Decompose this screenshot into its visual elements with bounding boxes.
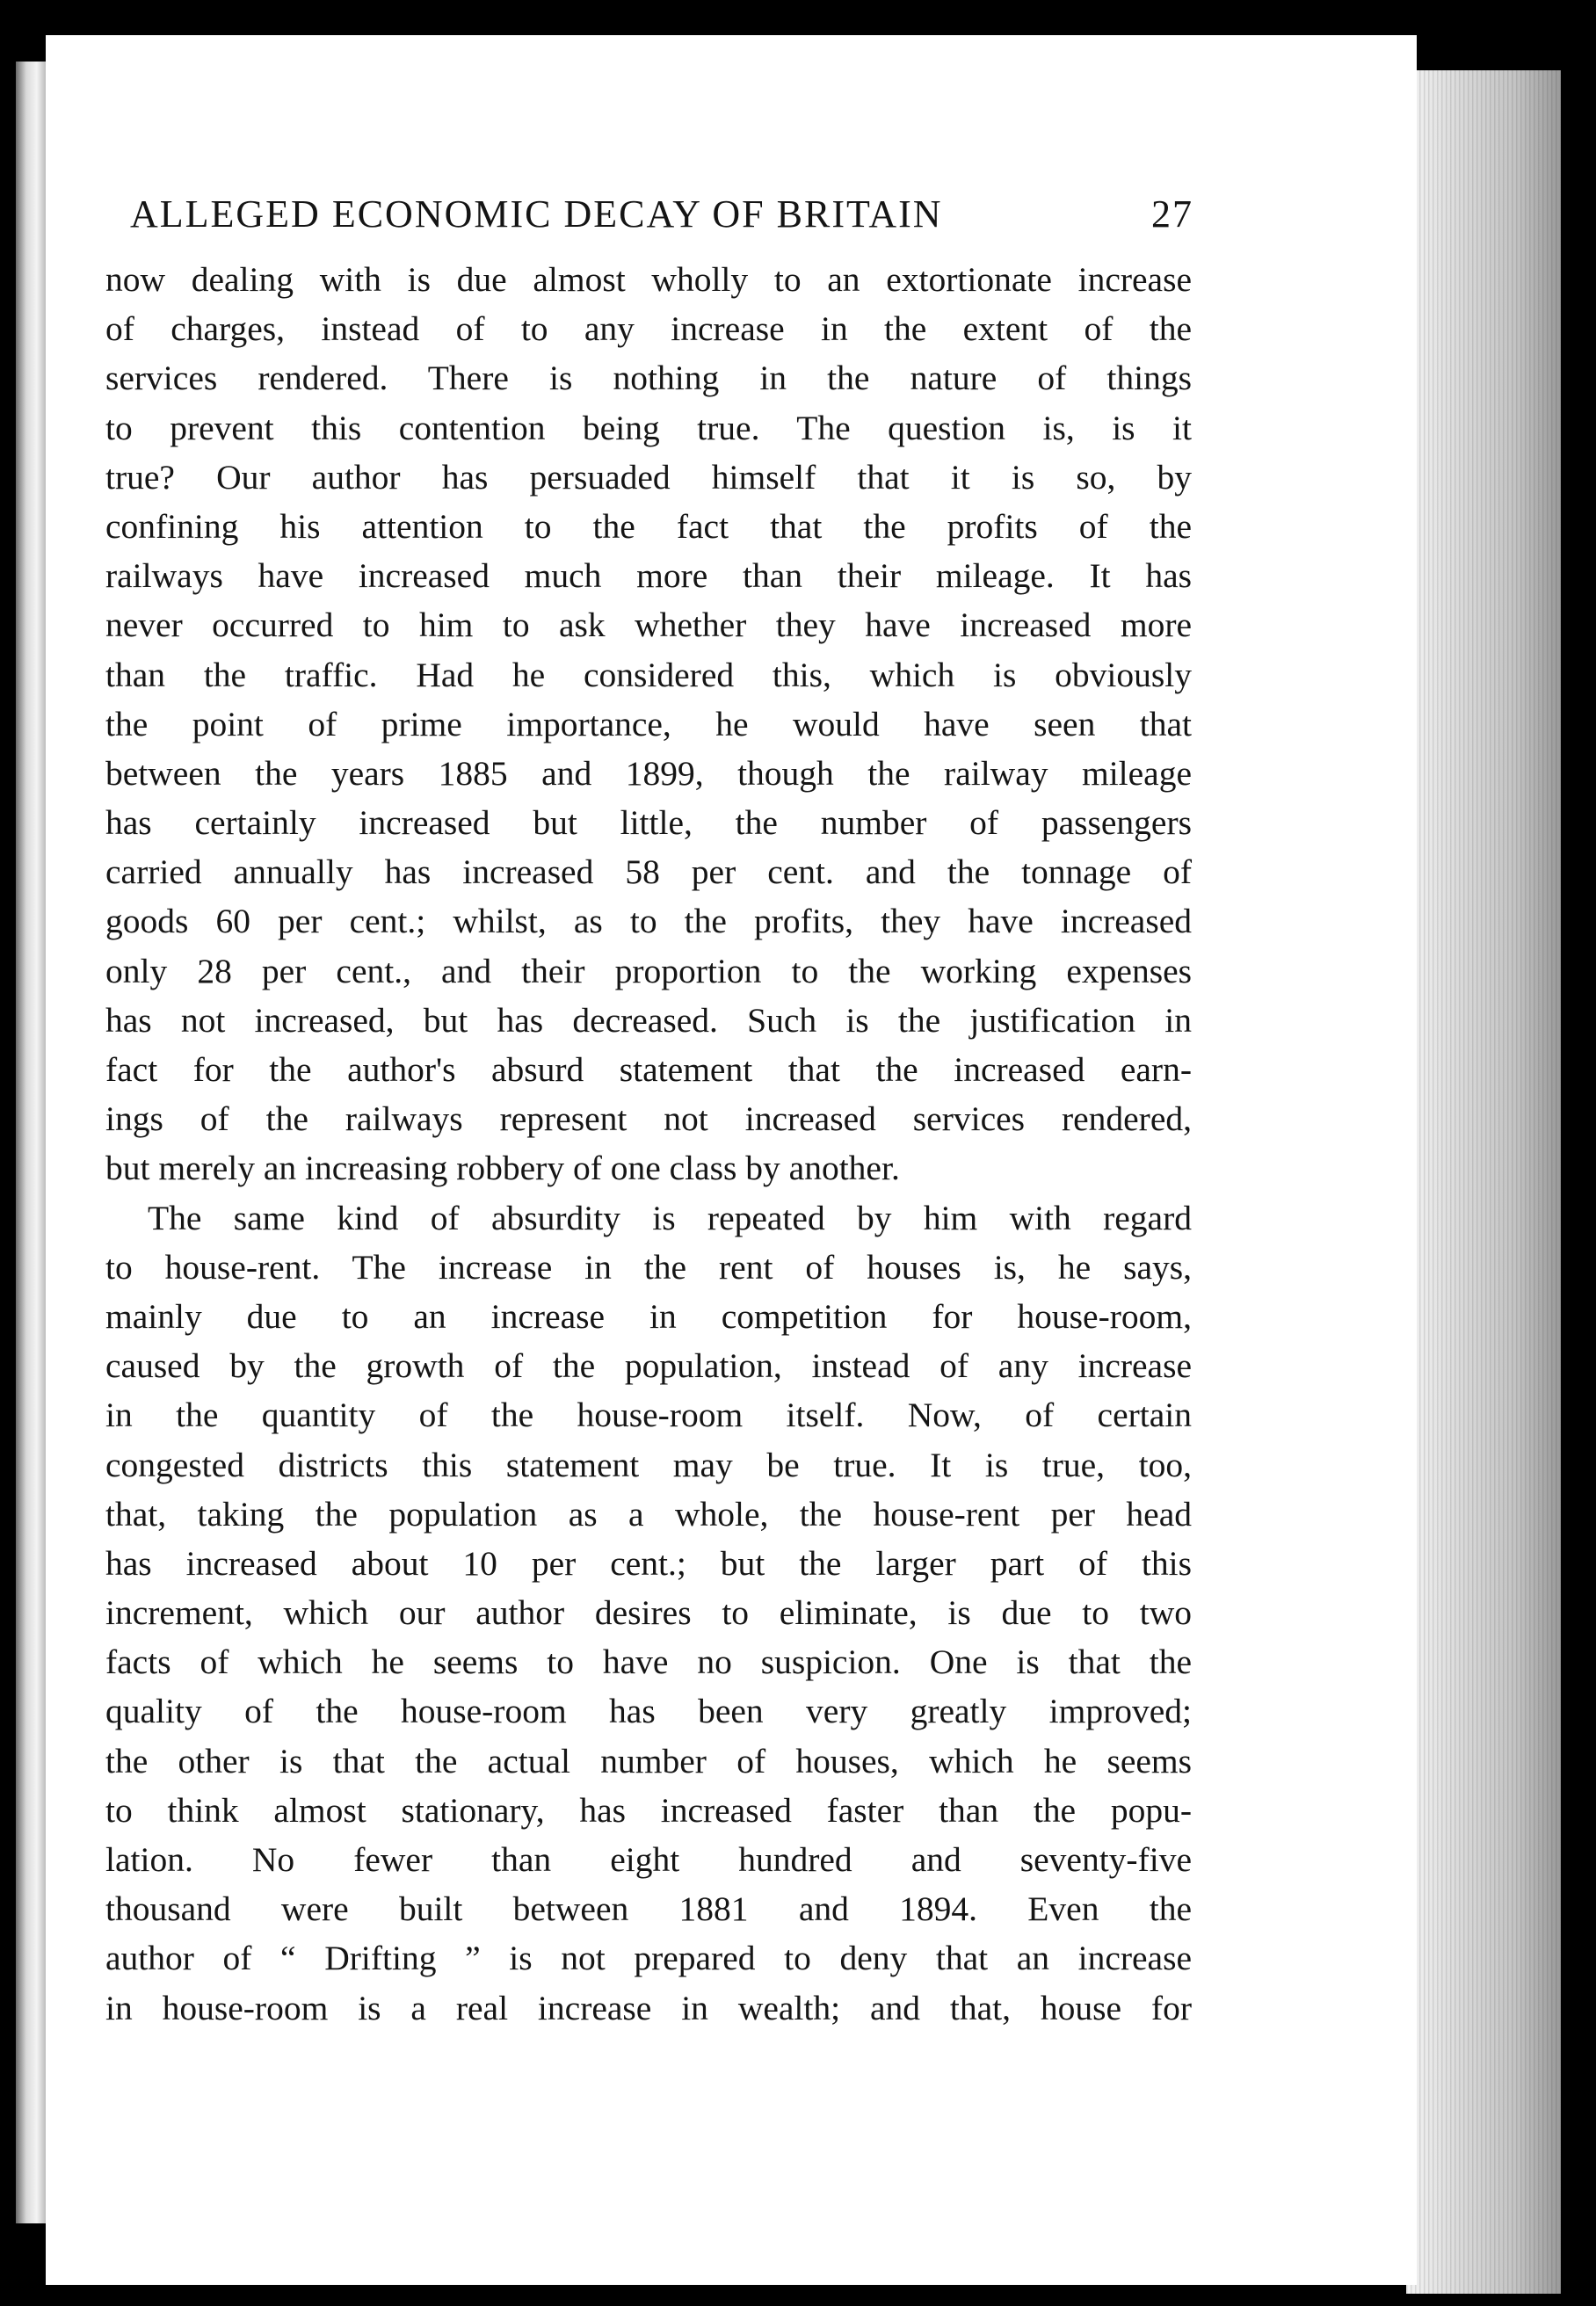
running-head — [130, 192, 1193, 236]
text-line: to prevent this contention being true. The question is, is it — [105, 408, 1192, 447]
text-line: carried annually has increased 58 per cent. and the tonnage of — [105, 852, 1192, 892]
text-line: The same kind of absurdity is repeated by him with regard — [148, 1198, 1192, 1237]
text-line: has not increased, but has decreased. Such is the justification in — [105, 1000, 1192, 1040]
text-line: ings of the railways represent not increased services rendered, — [105, 1099, 1192, 1139]
text-line: the other is that the actual number of houses, which he seems — [105, 1741, 1192, 1780]
page-edges-stack — [1406, 70, 1561, 2294]
text-line: caused by the growth of the population, instead of any increase — [105, 1346, 1192, 1386]
text-line: now dealing with is due almost wholly to an extortionate increase — [105, 260, 1192, 299]
text-line: fact for the author's absurd statement that the increased earn- — [105, 1050, 1192, 1089]
text-line: in house-room is a real increase in wealth; and that, house for — [105, 1988, 1192, 2027]
text-line: services rendered. There is nothing in the nature of things — [105, 359, 1192, 398]
text-line: to house-rent. The increase in the rent of houses is, he says, — [105, 1247, 1192, 1287]
text-line: railways have increased much more than their mileage. It has — [105, 556, 1192, 596]
running-head-title: ALLEGED ECONOMIC DECAY OF BRITAIN — [130, 192, 943, 236]
text-line: increment, which our author desires to eliminate, is due to two — [105, 1593, 1192, 1633]
text-line: quality of the house-room has been very greatly improved; — [105, 1692, 1192, 1731]
page-number: 27 — [1151, 192, 1193, 236]
text-line: never occurred to him to ask whether they have increased more — [105, 606, 1192, 645]
text-line: to think almost stationary, has increased faster than the popu- — [105, 1790, 1192, 1830]
text-line: facts of which he seems to have no suspicion. One is that the — [105, 1642, 1192, 1682]
text-line: author of “ Drifting ” is not prepared to deny that an increase — [105, 1939, 1192, 1978]
paragraph — [105, 255, 1192, 1193]
body-text — [105, 255, 1192, 2033]
text-line: only 28 per cent., and their proportion to the working expenses — [105, 951, 1192, 990]
text-line: true? Our author has persuaded himself that it is so, by — [105, 457, 1192, 497]
text-line: between the years 1885 and 1899, though the railway mileage — [105, 753, 1192, 793]
paragraph — [105, 1193, 1192, 2033]
text-line: lation. No fewer than eight hundred and seventy-five — [105, 1840, 1192, 1879]
text-line: confining his attention to the fact that the profits of the — [105, 506, 1192, 546]
text-line: than the traffic. Had he considered this, which is obviously — [105, 655, 1192, 694]
left-page-edge — [16, 62, 46, 2223]
text-line: has certainly increased but little, the number of passengers — [105, 803, 1192, 843]
text-line: has increased about 10 per cent.; but the larger part of this — [105, 1543, 1192, 1583]
text-line: the point of prime importance, he would have seen that — [105, 704, 1192, 743]
text-line: congested districts this statement may be true. It is true, too, — [105, 1445, 1192, 1484]
text-line: goods 60 per cent.; whilst, as to the profits, they have increased — [105, 902, 1192, 941]
text-line: in the quantity of the house-room itself. Now, of certain — [105, 1396, 1192, 1435]
text-line: but merely an increasing robbery of one class by another. — [105, 1149, 900, 1188]
text-line: mainly due to an increase in competition for house-room, — [105, 1296, 1192, 1336]
text-line: thousand were built between 1881 and 1894. Even the — [105, 1889, 1192, 1929]
text-line: that, taking the population as a whole, the house-rent per head — [105, 1494, 1192, 1534]
text-line: of charges, instead of to any increase in the extent of the — [105, 309, 1192, 349]
